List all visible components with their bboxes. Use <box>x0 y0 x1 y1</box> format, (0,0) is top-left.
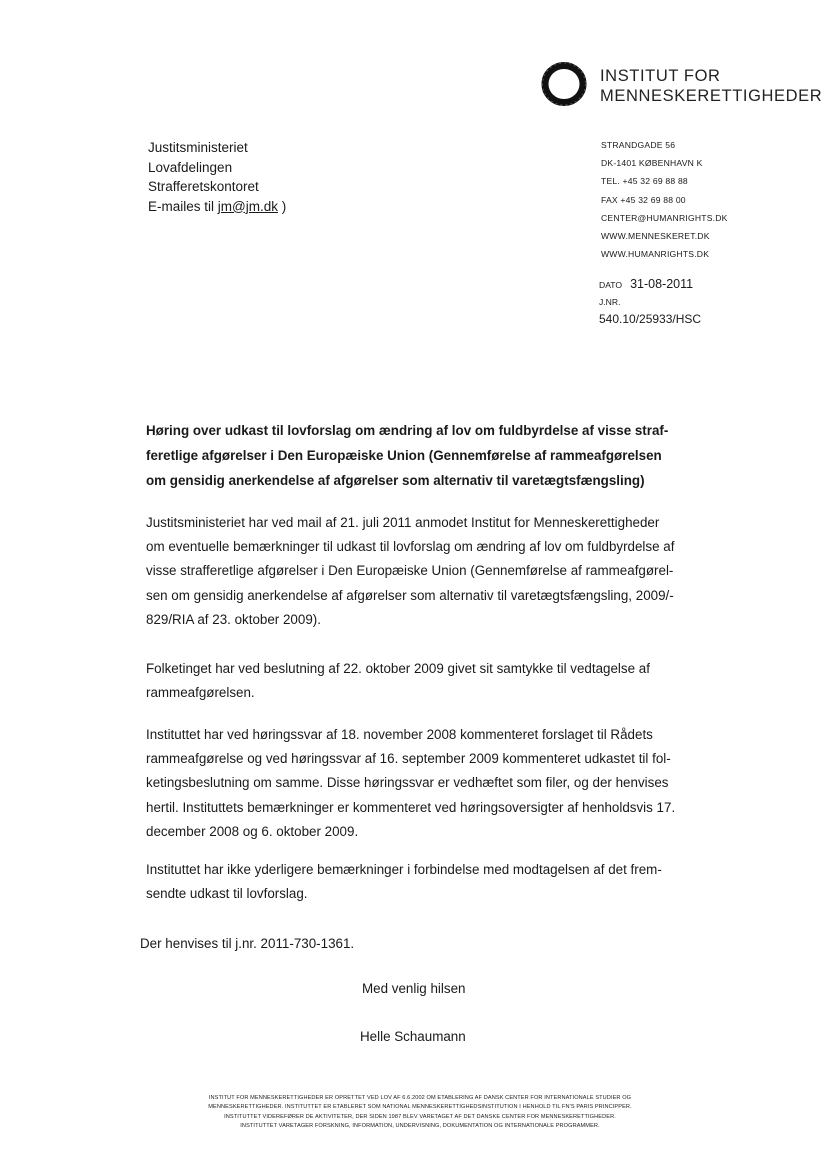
sender-email: CENTER@HUMANRIGHTS.DK <box>601 212 728 223</box>
email-prefix: E-mailes til <box>148 198 218 214</box>
paragraph-line: 829/RIA af 23. oktober 2009). <box>146 611 321 627</box>
subject-line: Høring over udkast til lovforslag om ændring af lov om fuldbyrdelse af visse straf- <box>146 423 669 438</box>
paragraph-3 <box>146 723 716 844</box>
paragraph-1 <box>146 511 716 632</box>
paragraph-line: Instituttet har ikke yderligere bemærkninger i forbindelse med modtagelsen af det frem- <box>146 862 662 877</box>
subject-line: om gensidig anerkendelse af afgørelser som alternativ til varetægtsfængsling) <box>146 473 645 488</box>
closing-greeting: Med venlig hilsen <box>362 981 466 996</box>
sender-contact <box>601 136 728 263</box>
subject-line: feretlige afgørelser i Den Europæiske Union (Gennemførelse af rammeafgørelsen <box>146 448 662 463</box>
jnr-label: J.NR. <box>599 297 621 307</box>
sender-web-en: WWW.HUMANRIGHTS.DK <box>601 249 710 260</box>
logo-wordmark <box>600 66 822 106</box>
letter-meta <box>599 276 701 328</box>
date-value: 31-08-2011 <box>630 277 694 291</box>
institute-logo <box>540 60 823 110</box>
paragraph-line: Instituttet har ved høringssvar af 18. november 2008 kommenteret forslaget til Rådets <box>146 727 653 742</box>
email-link[interactable]: jm@jm.dk <box>217 198 278 214</box>
paragraph-line: Der henvises til j.nr. 2011-730-1361. <box>140 936 355 951</box>
recipient-email-line <box>148 197 286 217</box>
sender-fax: FAX +45 32 69 88 00 <box>601 194 686 205</box>
paragraph-line: rammeafgørelse og ved høringssvar af 16. september 2009 kommenteret udkastet til fol- <box>146 751 671 767</box>
sender-web-da: WWW.MENNESKERET.DK <box>601 231 710 242</box>
footer-line: INSTITUTTET VIDEREFØRER DE AKTIVITETER, DER SIDEN 1987 BLEV VARETAGET AF DET DANSKE CENTER FOR MENNESKERETTIGHEDER. <box>224 1113 616 1120</box>
jnr-value: 540.10/25933/HSC <box>599 312 702 326</box>
recipient-line: Lovafdelingen <box>148 159 233 175</box>
recipient-line: Justitsministeriet <box>148 140 248 155</box>
footer-legal <box>150 1094 690 1132</box>
footer-line: INSTITUTTET VARETAGER FORSKNING, INFORMATION, UNDERVISNING, DOKUMENTATION OG INTERNATIONALE PROGRAMMER. <box>240 1123 600 1130</box>
email-suffix: ) <box>277 198 287 214</box>
recipient-line: Strafferetskontoret <box>148 179 259 194</box>
date-label: DATO <box>599 280 623 290</box>
paragraph-2 <box>146 657 716 705</box>
logo-line-1: INSTITUT FOR <box>600 67 721 85</box>
paragraph-line: Folketinget har ved beslutning af 22. oktober 2009 givet sit samtykke til vedtagelse af <box>146 661 650 676</box>
paragraph-4 <box>146 858 716 906</box>
paragraph-line: om eventuelle bemærkninger til udkast til lovforslag om ændring af lov om fuldbyrdelse af <box>146 539 675 555</box>
ring-logo-icon <box>540 60 588 108</box>
paragraph-line: december 2008 og 6. oktober 2009. <box>146 823 359 839</box>
paragraph-line: Justitsministeriet har ved mail af 21. juli 2011 anmodet Institut for Menneskerettigheder <box>146 515 660 530</box>
paragraph-line: rammeafgørelsen. <box>146 685 255 701</box>
paragraph-5 <box>140 932 710 956</box>
logo-line-2: MENNESKERETTIGHEDER <box>600 87 823 105</box>
footer-line: INSTITUT FOR MENNESKERETTIGHEDER ER OPRETTET VED LOV AF 6.6.2002 OM ETABLERING AF DANSK CENTER FOR INTERNATIONALE STUDIER OG <box>208 1095 632 1101</box>
sender-tel: TEL. +45 32 69 88 88 <box>601 176 688 187</box>
recipient-address <box>148 138 286 216</box>
paragraph-line: ketingsbeslutning om samme. Disse høringssvar er vedhæftet som filer, og der henvises <box>146 775 669 791</box>
signature-name: Helle Schaumann <box>360 1029 466 1044</box>
paragraph-line: visse strafferetlige afgørelser i Den Europæiske Union (Gennemførelse af rammeafgørel- <box>146 563 674 579</box>
date-row <box>599 276 701 294</box>
paragraph-line: sen om gensidig anerkendelse af afgørelser som alternativ til varetægtsfængsling, 2009/- <box>146 587 674 603</box>
sender-city: DK-1401 KØBENHAVN K <box>601 158 703 169</box>
paragraph-line: sendte udkast til lovforslag. <box>146 886 308 902</box>
footer-line: MENNESKERETTIGHEDER. INSTITUTTET ER ETABLERET SOM NATIONAL MENNESKERETTIGHEDSINSTITUTION I HENHOLD TIL FN'S PARIS PRINCIPPER. <box>208 1104 632 1111</box>
paragraph-line: hertil. Instituttets bemærkninger er kommenteret ved høringsoversigter af henholdsvis 17. <box>146 799 676 815</box>
sender-street: STRANDGADE 56 <box>601 140 676 150</box>
subject-heading <box>146 418 706 493</box>
